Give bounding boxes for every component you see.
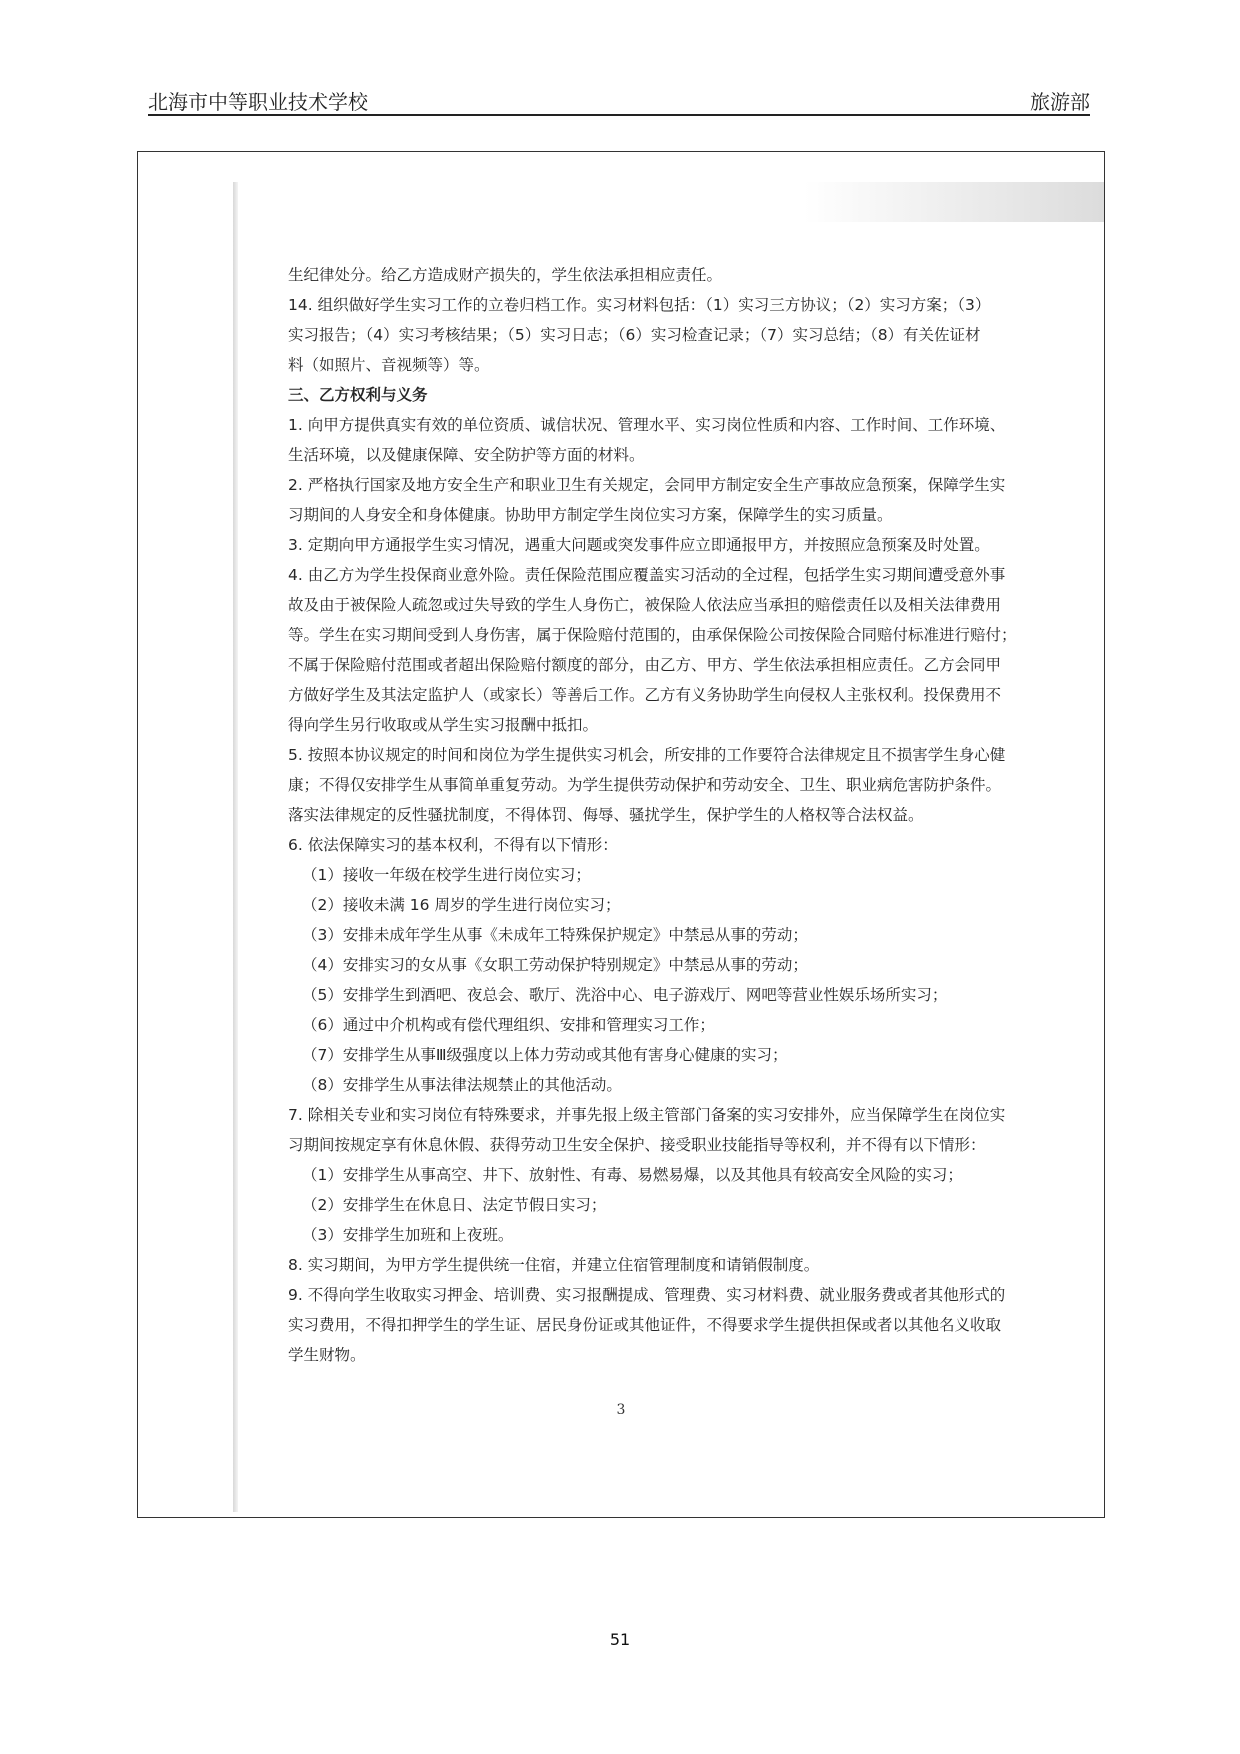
list-item: （2）接收未满 16 周岁的学生进行岗位实习；	[302, 896, 621, 914]
text-line: 不属于保险赔付范围或者超出保险赔付额度的部分，由乙方、甲方、学生依法承担相应责任。乙方会同甲	[288, 656, 1002, 674]
scan-edge-shade	[804, 182, 1104, 222]
page-header	[148, 84, 1090, 116]
text-line: 学生财物。	[288, 1346, 366, 1364]
list-item: （2）安排学生在休息日、法定节假日实习；	[302, 1196, 607, 1214]
text-line: 康；不得仅安排学生从事简单重复劳动。为学生提供劳动保护和劳动安全、卫生、职业病危害防护条件。	[288, 776, 1002, 794]
text-line: 6. 依法保障实习的基本权利，不得有以下情形：	[288, 836, 618, 854]
text-line: 8. 实习期间，为甲方学生提供统一住宿，并建立住宿管理制度和请销假制度。	[288, 1256, 820, 1274]
school-name: 北海市中等职业技术学校	[148, 90, 368, 114]
text-line: 3. 定期向甲方通报学生实习情况，遇重大问题或突发事件应立即通报甲方，并按照应急预案及时处置。	[288, 536, 990, 554]
document-body	[288, 260, 1105, 1370]
text-line: 等。学生在实习期间受到人身伤害，属于保险赔付范围的，由承保保险公司按保险合同赔付标准进行赔付；	[288, 626, 1017, 644]
text-line: 1. 向甲方提供真实有效的单位资质、诚信状况、管理水平、实习岗位性质和内容、工作时间、工作环境、	[288, 416, 1006, 434]
section-heading: 三、乙方权利与义务	[288, 386, 428, 404]
text-line: 料（如照片、音视频等）等。	[288, 356, 490, 374]
list-item: （1）安排学生从事高空、井下、放射性、有毒、易燃易爆，以及其他具有较高安全风险的实习；	[302, 1166, 963, 1184]
department-name: 旅游部	[1030, 90, 1090, 114]
text-line: 9. 不得向学生收取实习押金、培训费、实习报酬提成、管理费、实习材料费、就业服务费或者其他形式的	[288, 1286, 1006, 1304]
page-number: 51	[609, 1630, 631, 1649]
list-item: （3）安排学生加班和上夜班。	[302, 1226, 514, 1244]
list-item: （3）安排未成年学生从事《未成年工特殊保护规定》中禁忌从事的劳动；	[302, 926, 808, 944]
text-line: 方做好学生及其法定监护人（或家长）等善后工作。乙方有义务协助学生向侵权人主张权利。投保费用不	[288, 686, 1002, 704]
text-line: 习期间按规定享有休息休假、获得劳动卫生安全保护、接受职业技能指导等权利，并不得有以下情形：	[288, 1136, 986, 1154]
list-item: （5）安排学生到酒吧、夜总会、歌厅、洗浴中心、电子游戏厅、网吧等营业性娱乐场所实习；	[302, 986, 948, 1004]
text-line: 生纪律处分。给乙方造成财产损失的，学生依法承担相应责任。	[288, 266, 723, 284]
text-line: 落实法律规定的反性骚扰制度，不得体罚、侮辱、骚扰学生，保护学生的人格权等合法权益。	[288, 806, 924, 824]
scanned-document-frame	[137, 151, 1105, 1518]
text-line: 5. 按照本协议规定的时间和岗位为学生提供实习机会，所安排的工作要符合法律规定且不损害学生身心健	[288, 746, 1006, 764]
text-line: 7. 除相关专业和实习岗位有特殊要求，并事先报上级主管部门备案的实习安排外，应当保障学生在岗位实	[288, 1106, 1006, 1124]
list-item: （8）安排学生从事法律法规禁止的其他活动。	[302, 1076, 622, 1094]
text-line: 14. 组织做好学生实习工作的立卷归档工作。实习材料包括：（1）实习三方协议；（2）实习方案；（3）	[288, 296, 991, 314]
text-line: 故及由于被保险人疏忽或过失导致的学生人身伤亡，被保险人依法应当承担的赔偿责任以及相关法律费用	[288, 596, 1002, 614]
text-line: 实习费用，不得扣押学生的学生证、居民身份证或其他证件，不得要求学生提供担保或者以其他名义收取	[288, 1316, 1002, 1334]
text-line: 生活环境，以及健康保障、安全防护等方面的材料。	[288, 446, 645, 464]
list-item: （7）安排学生从事Ⅲ级强度以上体力劳动或其他有害身心健康的实习；	[302, 1046, 788, 1064]
text-line: 习期间的人身安全和身体健康。协助甲方制定学生岗位实习方案，保障学生的实习质量。	[288, 506, 893, 524]
text-line: 2. 严格执行国家及地方安全生产和职业卫生有关规定，会同甲方制定安全生产事故应急预案，保障学生实	[288, 476, 1006, 494]
scan-binding-shadow	[233, 182, 238, 1512]
list-item: （6）通过中介机构或有偿代理组织、安排和管理实习工作；	[302, 1016, 715, 1034]
list-item: （4）安排实习的女从事《女职工劳动保护特别规定》中禁忌从事的劳动；	[302, 956, 808, 974]
text-line: 得向学生另行收取或从学生实习报酬中抵扣。	[288, 716, 599, 734]
scan-page-number: 3	[616, 1402, 626, 1418]
list-item: （1）接收一年级在校学生进行岗位实习；	[302, 866, 591, 884]
text-line: 4. 由乙方为学生投保商业意外险。责任保险范围应覆盖实习活动的全过程，包括学生实习期间遭受意外事	[288, 566, 1006, 584]
text-line: 实习报告；（4）实习考核结果；（5）实习日志；（6）实习检查记录；（7）实习总结；（8）有关佐证材	[288, 326, 981, 344]
